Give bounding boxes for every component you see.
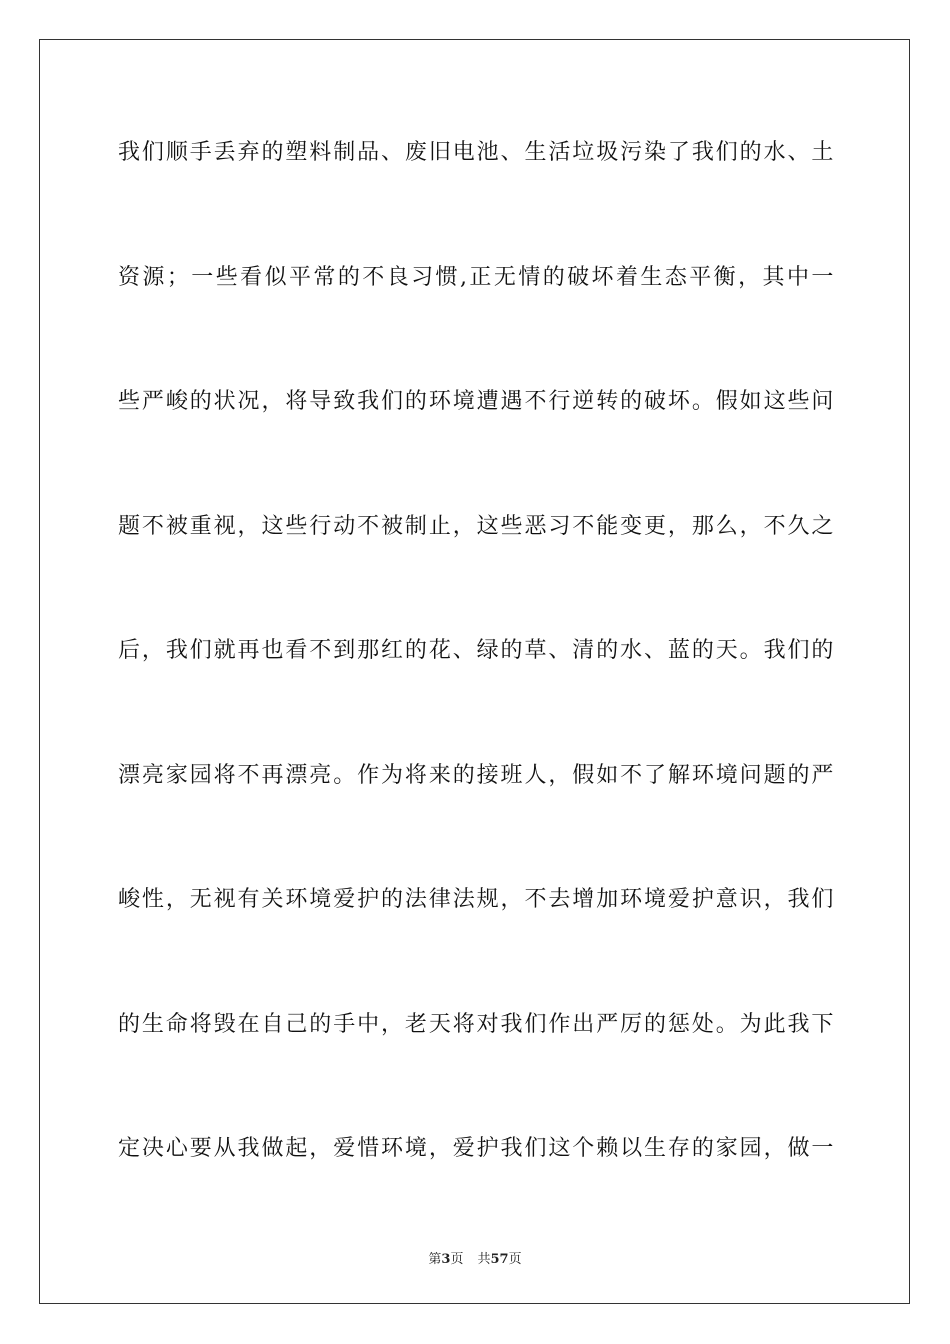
text-line: 后，我们就再也看不到那红的花、绿的草、清的水、蓝的天。我们的	[118, 638, 834, 663]
page-number: 3	[441, 1252, 451, 1267]
page-suffix: 页	[450, 1252, 464, 1267]
text-line: 题不被重视，这些行动不被制止，这些恶习不能变更，那么，不久之	[118, 513, 834, 539]
text-line: 峻性，无视有关环境爱护的法律法规，不去增加环境爱护意识，我们	[118, 887, 834, 912]
text-line: 的生命将毁在自己的手中，老天将对我们作出严厉的惩处。为此我下	[118, 1011, 834, 1037]
text-line: 漂亮家园将不再漂亮。作为将来的接班人，假如不了解环境问题的严	[118, 762, 834, 788]
text-line: 定决心要从我做起，爱惜环境，爱护我们这个赖以生存的家园，做一	[118, 1136, 834, 1161]
page-prefix: 第	[428, 1252, 442, 1267]
text-line: 些严峻的状况，将导致我们的环境遭遇不行逆转的破坏。假如这些问	[118, 389, 834, 414]
page-footer	[0, 1248, 950, 1267]
total-pages: 57	[490, 1252, 509, 1267]
document-body	[118, 118, 834, 1239]
text-line: 我们顺手丢弃的塑料制品、废旧电池、生活垃圾污染了我们的水、土	[118, 140, 834, 165]
total-prefix: 共	[477, 1252, 491, 1267]
text-line: 资源；一些看似平常的不良习惯,正无情的破坏着生态平衡，其中一	[118, 264, 834, 290]
total-suffix: 页	[508, 1252, 522, 1267]
